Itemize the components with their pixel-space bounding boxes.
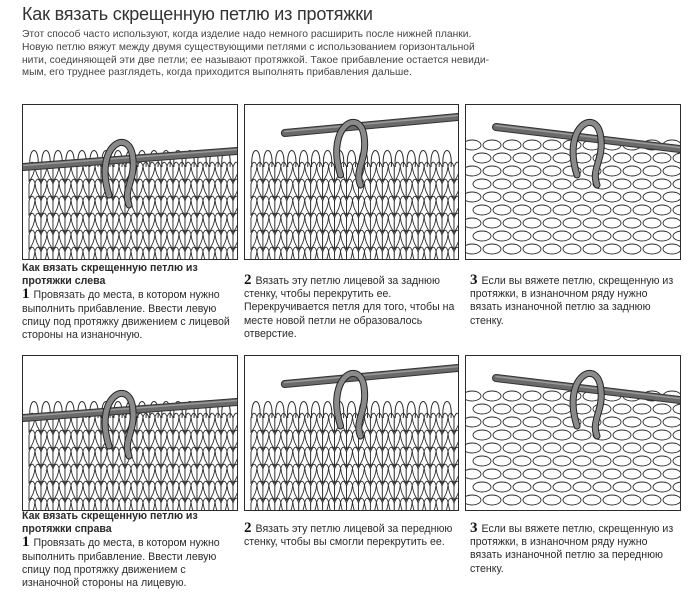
- step-text: Вязать эту петлю лицевой за заднюю стенку, чтобы перекрутить ее. Перекручивается петля для того, чтобы на месте новой петли не образовалось отверстие.: [244, 275, 455, 340]
- highlighted-loop: [337, 373, 365, 436]
- highlighted-loop: [337, 122, 365, 185]
- knit-illustration: [23, 105, 237, 259]
- step-number: 2: [244, 272, 252, 288]
- step-number: 2: [244, 520, 252, 536]
- caption-left-step-1: [22, 262, 236, 342]
- fabric-stitches: [251, 162, 458, 259]
- intro-line: мым, его труднее разглядеть, когда приходится выполнять прибавления дальше.: [22, 67, 412, 79]
- page-title: Как вязать скрещенную петлю из протяжки: [22, 4, 373, 24]
- caption-left-step-2: [244, 274, 457, 341]
- intro-line: нити, соединяющей эти две петли; ее называют протяжкой. Такое прибавление остается невиди-: [22, 54, 490, 66]
- intro-line: Этот способ часто используют, когда изделие надо немного расширить после нижней планки.: [22, 29, 472, 40]
- purl-illustration: [466, 356, 680, 510]
- step-text: Провязать до места, в котором нужно выполнить прибавление. Ввести левую спицу под протяжку движением с изнаночной стороны на лицевую.: [22, 537, 220, 590]
- caption-right-step-1: [22, 510, 236, 590]
- purl-illustration: [466, 105, 680, 259]
- step-number: 3: [470, 520, 478, 536]
- figure-right-step-2: [244, 355, 459, 511]
- figure-left-step-2: [244, 104, 459, 260]
- knitting-needle: [285, 367, 458, 385]
- figure-right-step-1: [22, 355, 238, 511]
- intro-paragraph: [22, 29, 692, 80]
- intro-line: Новую петлю вяжут между двумя существующими петлями с использованием горизонтальной: [22, 41, 475, 53]
- step-text: Вязать эту петлю лицевой за переднюю стенку, чтобы вы смогли перекрутить ее.: [244, 523, 453, 549]
- step-number: 3: [470, 272, 478, 288]
- knit-illustration: [23, 356, 237, 510]
- section-heading: Как вязать скрещенную петлю из протяжки слева: [22, 262, 198, 288]
- figure-left-step-3: [465, 104, 681, 260]
- figure-left-step-1: [22, 104, 238, 260]
- caption-right-step-2: [244, 522, 457, 549]
- step-text: Провязать до места, в котором нужно выполнить прибавление. Ввести левую спицу под протяжку движением с лицевой стороны на изнаночную.: [22, 289, 230, 342]
- knit-illustration: [245, 356, 458, 510]
- step-number: 1: [22, 534, 30, 551]
- figure-right-step-3: [465, 355, 681, 511]
- fabric-stitches: [251, 413, 458, 510]
- caption-right-step-3: [470, 522, 676, 576]
- step-number: 1: [22, 286, 30, 303]
- step-text: Если вы вяжете петлю, скрещенную из протяжки, в изнаночном ряду нужно вязать изнаночной петлю за переднюю стенку.: [470, 523, 674, 575]
- caption-left-step-3: [470, 274, 676, 328]
- step-text: Если вы вяжете петлю, скрещенную из протяжки, в изнаночном ряду нужно вязать изнаночной петлю за заднюю стенку.: [470, 275, 674, 327]
- knit-illustration: [245, 105, 458, 259]
- section-heading: Как вязать скрещенную петлю из протяжки справа: [22, 510, 198, 536]
- knitting-needle: [285, 116, 458, 134]
